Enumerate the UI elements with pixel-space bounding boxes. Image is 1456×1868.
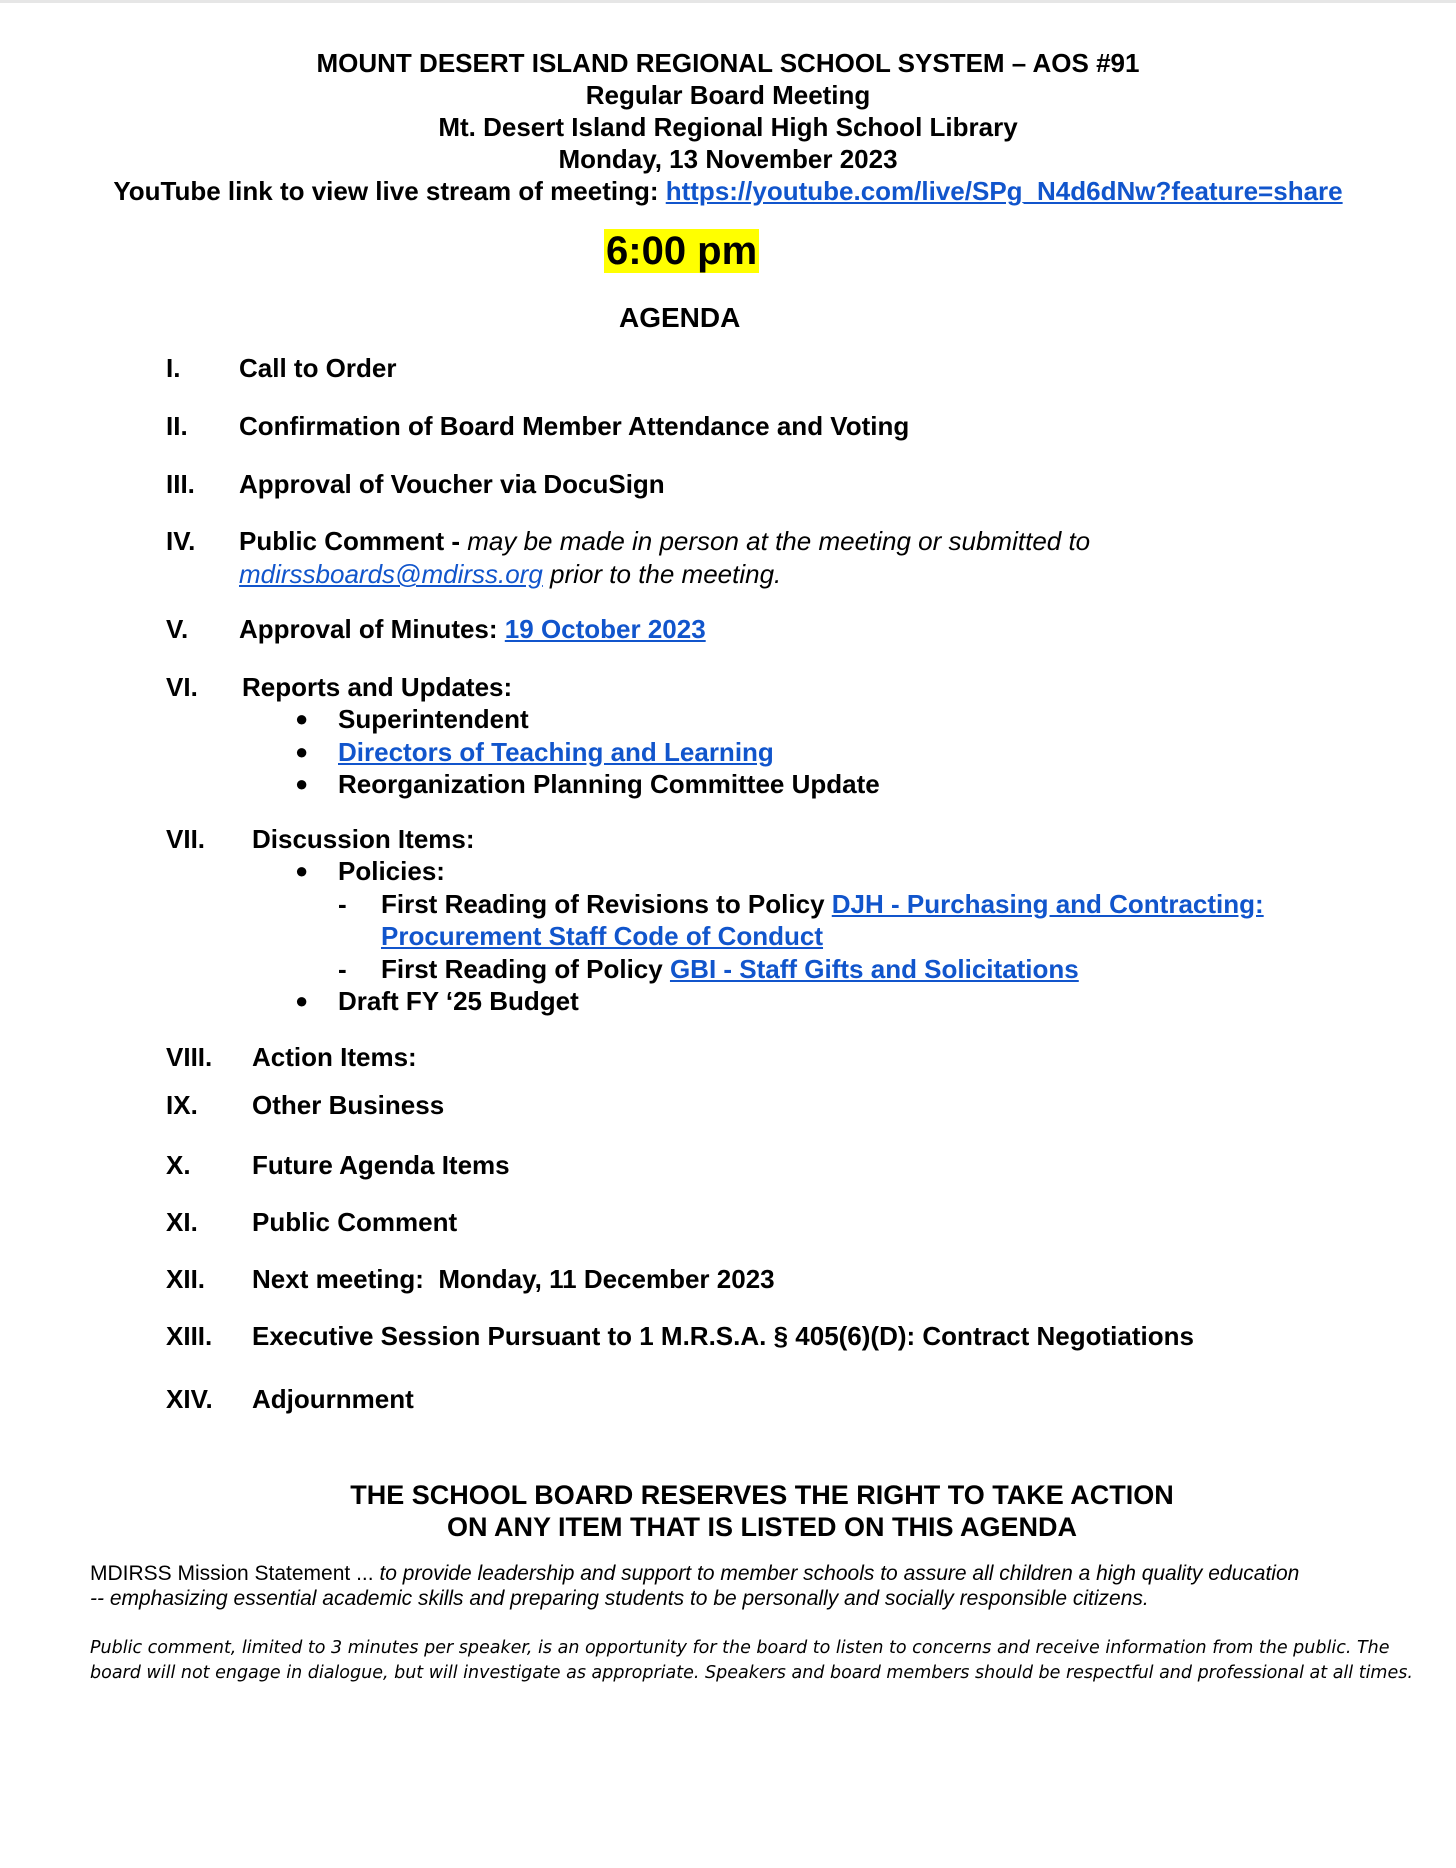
mission-statement-text: to provide leadership and support to member schools to assure all children a high quality education xyxy=(379,1562,1300,1585)
page-top-border xyxy=(0,0,1456,3)
discussion-policies: Policies: xyxy=(338,856,445,886)
item-number: II. xyxy=(166,411,188,441)
agenda-item-call-to-order: Call to Order xyxy=(239,353,397,383)
reserve-right-notice-line1: THE SCHOOL BOARD RESERVES THE RIGHT TO TAKE ACTION xyxy=(350,1480,1174,1510)
item-number: XIV. xyxy=(166,1384,213,1414)
item-number: XII. xyxy=(166,1264,206,1294)
meeting-time-highlight: 6:00 pm xyxy=(606,229,758,273)
agenda-item-voucher: Approval of Voucher via DocuSign xyxy=(239,469,665,499)
dash-icon: - xyxy=(338,954,347,984)
item-number: XI. xyxy=(166,1207,198,1237)
header-youtube-line xyxy=(0,175,1456,207)
item-number: VI. xyxy=(166,672,198,702)
mission-statement-line2: -- emphasizing essential academic skills and preparing students to be personally and socially responsible citizens. xyxy=(90,1587,1149,1610)
meeting-time xyxy=(604,226,759,276)
bullet-icon: ● xyxy=(295,771,309,796)
policy-gbi-line xyxy=(381,953,1079,985)
mission-statement-line1 xyxy=(90,1561,1299,1586)
agenda-title: AGENDA xyxy=(619,302,741,333)
item-number: III. xyxy=(166,469,195,499)
public-comment-description: may be made in person at the meeting or submitted to xyxy=(467,526,1091,556)
agenda-item-future: Future Agenda Items xyxy=(252,1150,510,1180)
item-number: IV. xyxy=(166,526,196,556)
agenda-item-public-comment-2: Public Comment xyxy=(252,1207,458,1237)
agenda-item-executive-session: Executive Session Pursuant to 1 M.R.S.A. § 405(6)(D): Contract Negotiations xyxy=(252,1321,1194,1351)
bullet-icon: ● xyxy=(295,739,309,764)
policy-gbi-text: First Reading of Policy xyxy=(381,954,663,984)
agenda-item-adjournment: Adjournment xyxy=(252,1384,414,1414)
bullet-icon: ● xyxy=(295,706,309,731)
item-number: XIII. xyxy=(166,1321,213,1351)
report-directors-link[interactable]: Directors of Teaching and Learning xyxy=(338,737,774,767)
policy-djh-link[interactable]: DJH - Purchasing and Contracting: xyxy=(831,889,1264,919)
policy-gbi-link[interactable]: GBI - Staff Gifts and Solicitations xyxy=(669,954,1079,984)
policy-djh-text: First Reading of Revisions to Policy xyxy=(381,889,825,919)
report-superintendent: Superintendent xyxy=(338,704,529,734)
item-number: IX. xyxy=(166,1090,198,1120)
agenda-item-reports: Reports and Updates: xyxy=(242,672,513,702)
header-location: Mt. Desert Island Regional High School Library xyxy=(438,112,1018,142)
item-number: V. xyxy=(166,614,189,644)
item-number: VII. xyxy=(166,824,206,854)
minutes-link[interactable]: 19 October 2023 xyxy=(504,614,706,644)
minutes-label: Approval of Minutes: xyxy=(239,614,498,644)
policy-djh-link-continued[interactable]: Procurement Staff Code of Conduct xyxy=(381,921,824,951)
item-number: I. xyxy=(166,353,181,383)
header-organization: MOUNT DESERT ISLAND REGIONAL SCHOOL SYSTEM – AOS #91 xyxy=(316,48,1140,78)
bullet-icon: ● xyxy=(295,988,309,1013)
agenda-item-attendance: Confirmation of Board Member Attendance and Voting xyxy=(239,411,910,441)
reserve-right-notice-line2: ON ANY ITEM THAT IS LISTED ON THIS AGENDA xyxy=(446,1512,1078,1542)
public-comment-line2 xyxy=(239,558,781,590)
youtube-label: YouTube link to view live stream of meeting: xyxy=(113,176,659,206)
public-comment-label: Public Comment - xyxy=(239,526,461,556)
agenda-item-minutes xyxy=(239,613,706,645)
header-meeting-type: Regular Board Meeting xyxy=(585,80,871,110)
public-comment-note-line2: board will not engage in dialogue, but will investigate as appropriate. Speakers and board members should be respectful and professional at all times. xyxy=(90,1663,1413,1683)
board-email-link[interactable]: mdirssboards@mdirss.org xyxy=(239,559,543,589)
agenda-item-next-meeting: Next meeting: Monday, 11 December 2023 xyxy=(252,1264,775,1294)
youtube-link[interactable]: https://youtube.com/live/SPg_N4d6dNw?feature=share xyxy=(665,176,1343,206)
agenda-item-discussion: Discussion Items: xyxy=(252,824,475,854)
mission-statement-label: MDIRSS Mission Statement ... xyxy=(90,1562,374,1585)
item-number: VIII. xyxy=(166,1042,213,1072)
public-comment-suffix: prior to the meeting. xyxy=(550,559,782,589)
bullet-icon: ● xyxy=(295,858,309,883)
public-comment-note-line1: Public comment, limited to 3 minutes per speaker, is an opportunity for the board to listen to concerns and receive information from the public. The xyxy=(90,1638,1390,1658)
agenda-item-public-comment xyxy=(239,525,1090,557)
discussion-budget: Draft FY ‘25 Budget xyxy=(338,986,579,1016)
item-number: X. xyxy=(166,1150,191,1180)
agenda-item-other-business: Other Business xyxy=(252,1090,445,1120)
policy-djh-line xyxy=(381,888,1264,920)
agenda-item-action: Action Items: xyxy=(252,1042,417,1072)
report-reorganization: Reorganization Planning Committee Update xyxy=(338,769,880,799)
dash-icon: - xyxy=(338,889,347,919)
header-date: Monday, 13 November 2023 xyxy=(558,144,898,174)
